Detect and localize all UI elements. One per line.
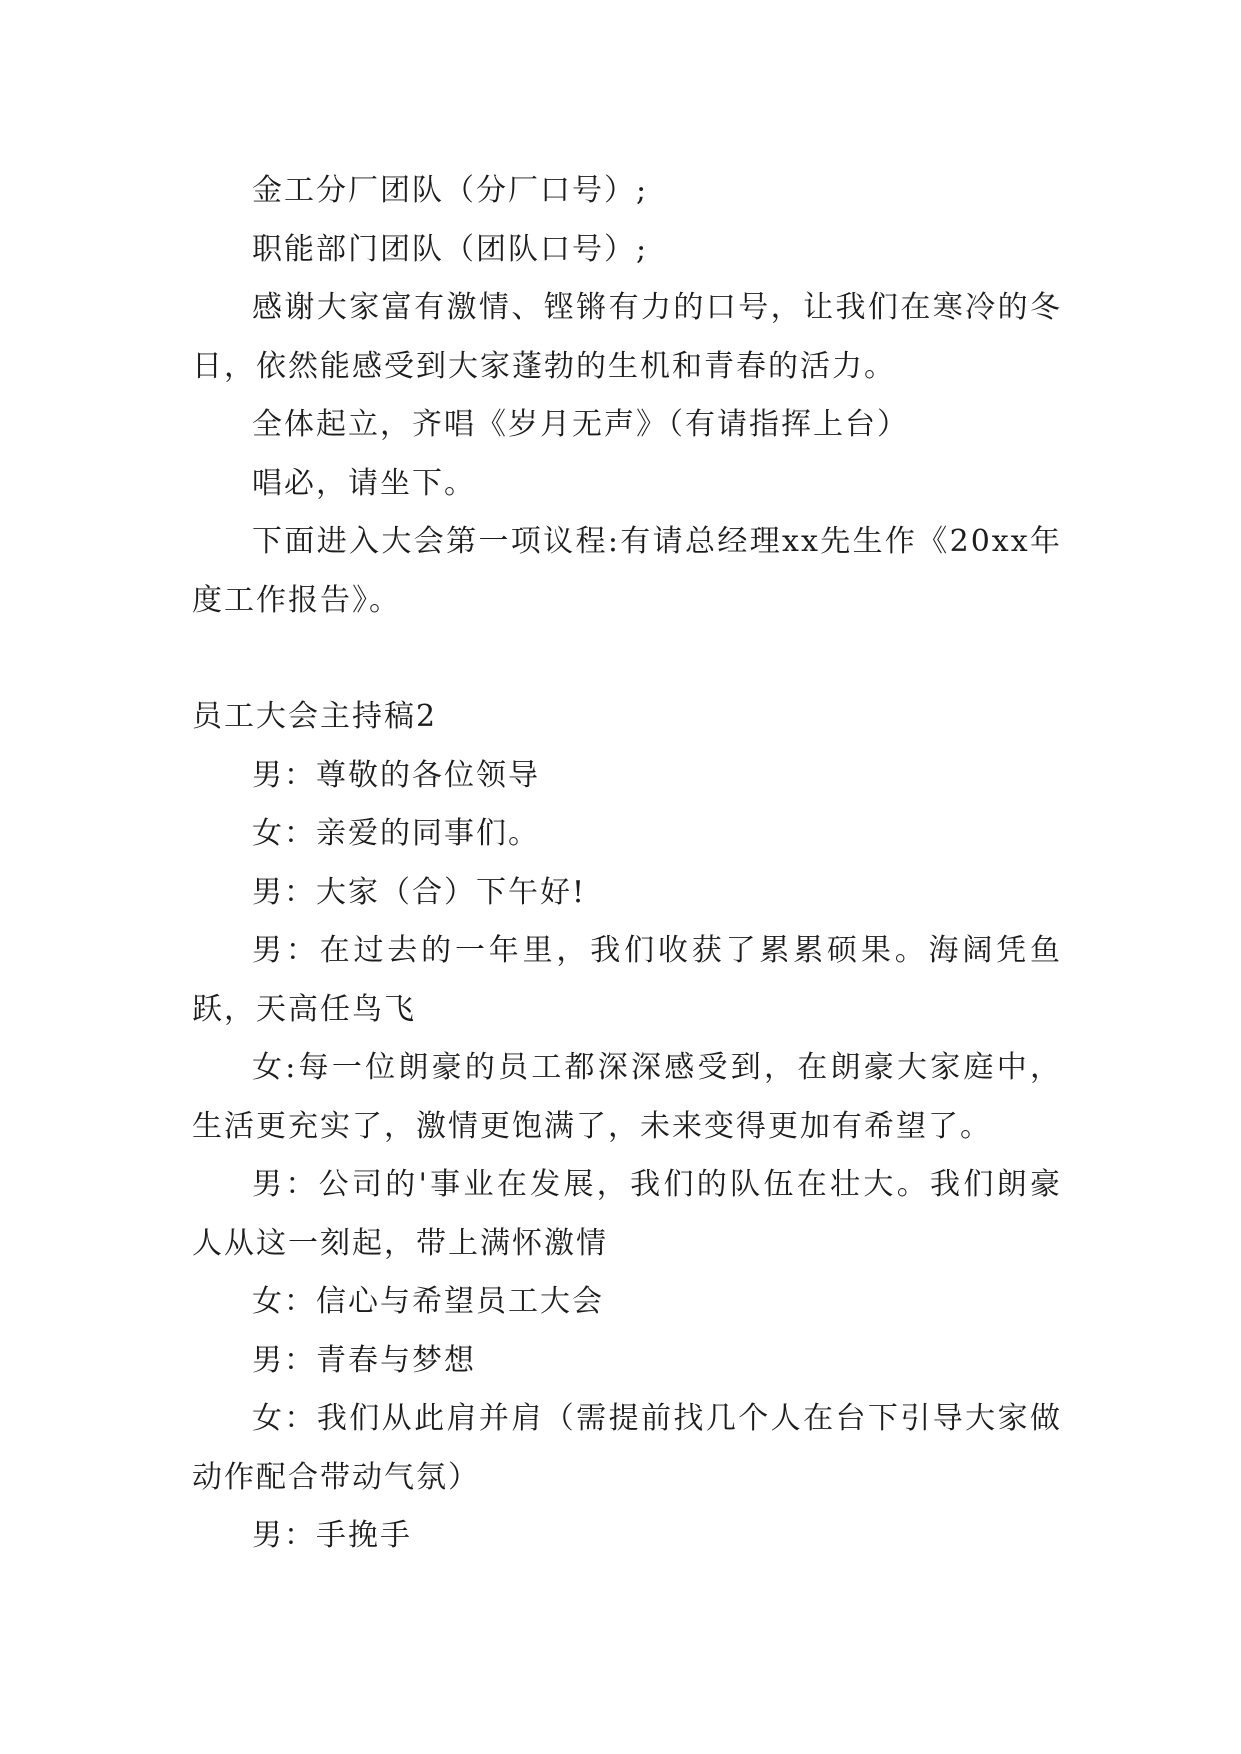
dialogue-line: 女：亲爱的同事们。 — [252, 816, 540, 851]
paragraph-thanks: 感谢大家富有激情、铿锵有力的口号，让我们在寒冷的冬日，依然能感受到大家蓬勃的生机和青春的活力。 — [192, 290, 1062, 384]
dialogue-line: 女：信心与希望员工大会 — [252, 1284, 604, 1319]
dialogue-line: 男：公司的'事业在发展，我们的队伍在壮大。我们朗豪人从这一刻起，带上满怀激情 — [192, 1167, 1062, 1261]
paragraph-agenda-item-one: 下面进入大会第一项议程:有请总经理xx先生作《20xx年度工作报告》。 — [192, 524, 1062, 618]
paragraph-sit-down: 唱必，请坐下。 — [252, 465, 476, 501]
section-heading: 员工大会主持稿2 — [192, 699, 438, 734]
dialogue-line: 男：大家（合）下午好! — [252, 874, 587, 910]
paragraph-slogan-metalwork: 金工分厂团队（分厂口号）; — [252, 173, 649, 208]
paragraph-stand-sing: 全体起立，齐唱《岁月无声》（有请指挥上台） — [252, 407, 909, 442]
paragraph-slogan-functional: 职能部门团队（团队口号）; — [252, 231, 649, 267]
dialogue-line: 女:每一位朗豪的员工都深深感受到，在朗豪大家庭中，生活更充实了，激情更饱满了，未来变得更加有希望了。 — [192, 1050, 1062, 1144]
dialogue-line: 男：尊敬的各位领导 — [252, 757, 540, 793]
dialogue-line: 女：我们从此肩并肩（需提前找几个人在台下引导大家做动作配合带动气氛） — [192, 1401, 1062, 1495]
dialogue-line: 男：手挽手 — [252, 1518, 412, 1553]
dialogue-line: 男：青春与梦想 — [252, 1342, 476, 1378]
dialogue-line: 男：在过去的一年里，我们收获了累累硕果。海阔凭鱼跃，天高任鸟飞 — [192, 933, 1062, 1027]
document-body — [192, 162, 1062, 1566]
